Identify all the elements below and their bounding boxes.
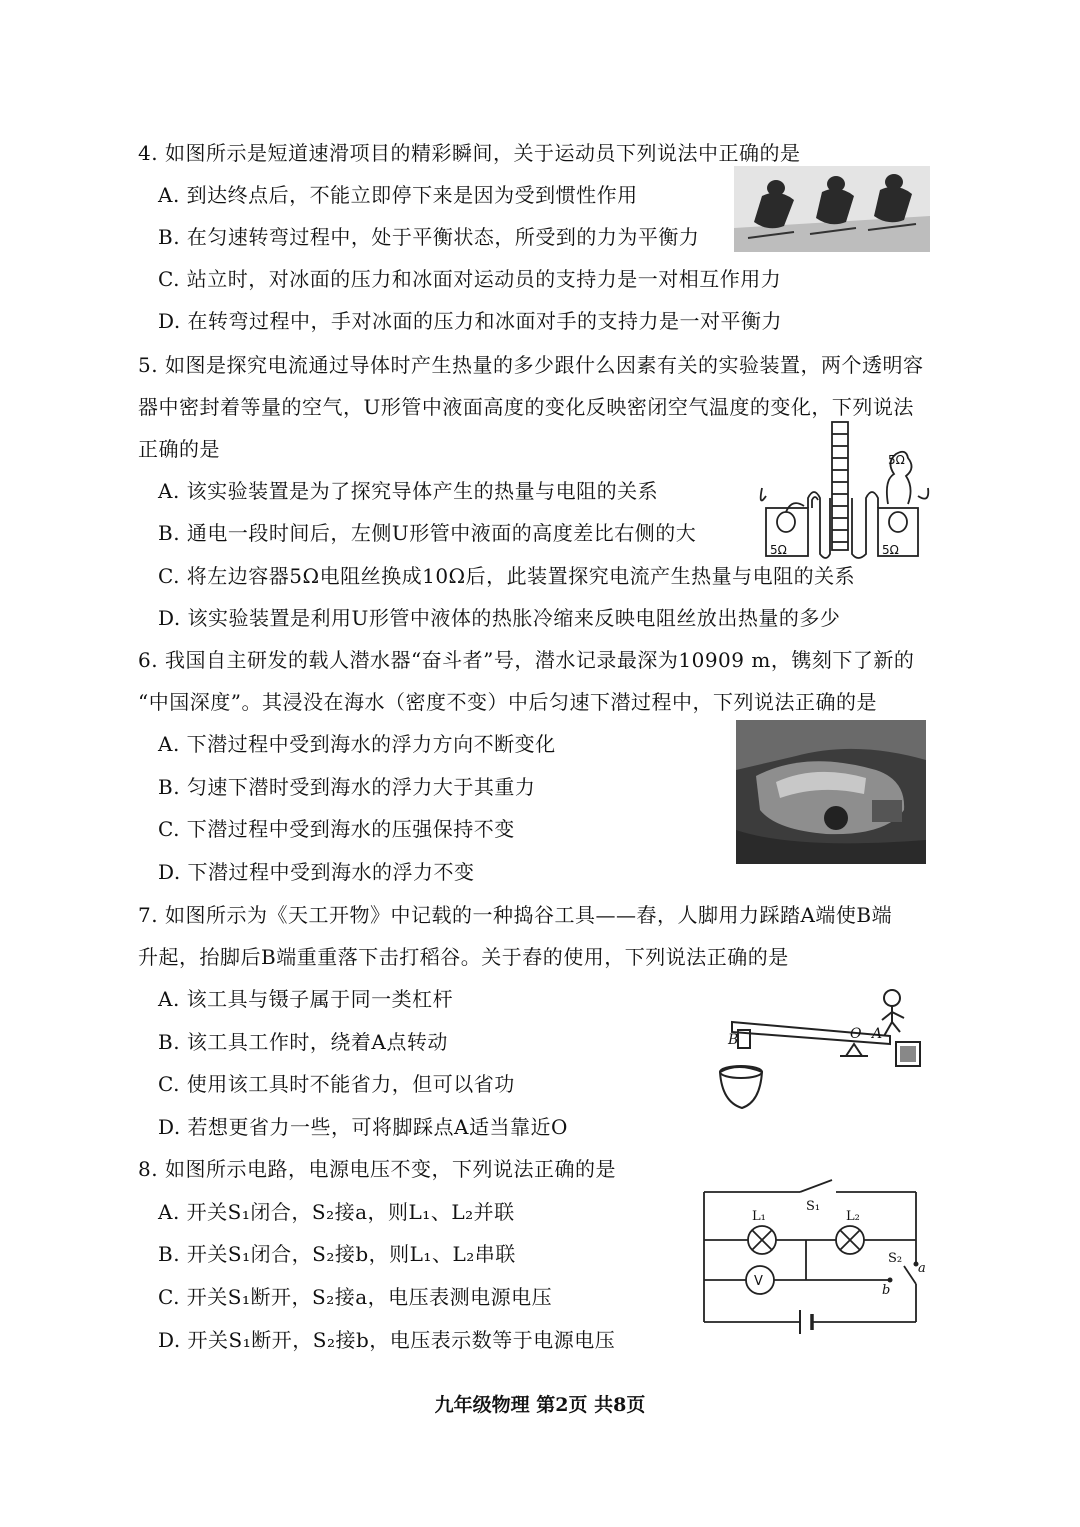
q4-option-c: C. 站立时，对冰面的压力和冰面对运动员的支持力是一对相互作用力	[158, 267, 782, 291]
q4-stem: 4. 如图所示是短道速滑项目的精彩瞬间，关于运动员下列说法中正确的是	[138, 141, 801, 165]
right-resistor-label: 5Ω	[882, 543, 899, 557]
q5-option-d: D. 该实验装置是利用U形管中液体的热胀冷缩来反映电阻丝放出热量的多少	[158, 606, 841, 630]
q6-option-a: A. 下潜过程中受到海水的浮力方向不断变化	[158, 732, 556, 756]
circuit-label-b: b	[882, 1283, 891, 1298]
page-footer: 九年级物理 第2页 共8页	[434, 1394, 646, 1416]
q4-option-b: B. 在匀速转弯过程中，处于平衡状态，所受到的力为平衡力	[158, 225, 700, 249]
circuit-label-l2: L₂	[846, 1209, 860, 1224]
q8-option-c: C. 开关S₁断开，S₂接a，电压表测电源电压	[158, 1285, 553, 1309]
q4-option-d: D. 在转弯过程中，手对冰面的压力和冰面对手的支持力是一对平衡力	[158, 309, 783, 333]
q5-option-c: C. 将左边容器5Ω电阻丝换成10Ω后，此装置探究电流产生热量与电阻的关系	[158, 564, 856, 588]
speed-skating-photo	[734, 166, 930, 252]
circuit-label-l1: L₁	[752, 1209, 766, 1224]
q6-option-d: D. 下潜过程中受到海水的浮力不变	[158, 860, 475, 884]
lever-label-b: B	[728, 1032, 739, 1048]
q7-stem-line-2: 升起，抬脚后B端重重落下击打稻谷。关于舂的使用，下列说法正确的是	[138, 945, 789, 969]
q5-option-a: A. 该实验装置是为了探究导体产生的热量与电阻的关系	[158, 479, 659, 503]
q6-stem-line-2: “中国深度”。其浸没在海水（密度不变）中后匀速下潜过程中，下列说法正确的是	[138, 690, 877, 714]
q8-option-b: B. 开关S₁闭合，S₂接b，则L₁、L₂串联	[158, 1242, 516, 1266]
q5-stem-line-3: 正确的是	[138, 437, 220, 461]
circuit-diagram	[700, 1172, 926, 1348]
q7-option-d: D. 若想更省力一些，可将脚踩点A适当靠近O	[158, 1115, 568, 1139]
voltmeter-label: V	[754, 1274, 763, 1289]
circuit-label-s1: S₁	[806, 1199, 821, 1214]
q7-stem-line-1: 7. 如图所示为《天工开物》中记载的一种捣谷工具——舂，人脚用力踩踏A端使B端	[138, 903, 893, 927]
submersible-photo	[736, 720, 926, 864]
lever-label-o: O	[850, 1026, 862, 1042]
q8-option-a: A. 开关S₁闭合，S₂接a，则L₁、L₂并联	[158, 1200, 515, 1224]
q6-stem-line-1: 6. 我国自主研发的载人潜水器“奋斗者”号，潜水记录最深为10909 m，镌刻下了新的	[138, 648, 915, 672]
q7-option-b: B. 该工具工作时，绕着A点转动	[158, 1030, 448, 1054]
heat-experiment-diagram	[758, 418, 934, 564]
q6-option-c: C. 下潜过程中受到海水的压强保持不变	[158, 817, 515, 841]
top-resistor-label: 5Ω	[888, 453, 905, 467]
q5-stem-line-2: 器中密封着等量的空气，U形管中液面高度的变化反映密闭空气温度的变化，下列说法	[138, 395, 914, 419]
q8-stem: 8. 如图所示电路，电源电压不变，下列说法正确的是	[138, 1157, 616, 1181]
circuit-label-s2: S₂	[888, 1251, 903, 1266]
pestle-lever-diagram	[714, 986, 926, 1116]
q6-option-b: B. 匀速下潜时受到海水的浮力大于其重力	[158, 775, 536, 799]
left-resistor-label: 5Ω	[770, 543, 787, 557]
lever-label-a: A	[872, 1026, 883, 1042]
q7-option-c: C. 使用该工具时不能省力，但可以省功	[158, 1072, 515, 1096]
q5-stem-line-1: 5. 如图是探究电流通过导体时产生热量的多少跟什么因素有关的实验装置，两个透明容	[138, 353, 924, 377]
q7-option-a: A. 该工具与镊子属于同一类杠杆	[158, 987, 454, 1011]
circuit-label-a: a	[918, 1261, 926, 1276]
q4-option-a: A. 到达终点后，不能立即停下来是因为受到惯性作用	[158, 183, 638, 207]
q5-option-b: B. 通电一段时间后，左侧U形管中液面的高度差比右侧的大	[158, 521, 697, 545]
q8-option-d: D. 开关S₁断开，S₂接b，电压表示数等于电源电压	[158, 1328, 616, 1352]
